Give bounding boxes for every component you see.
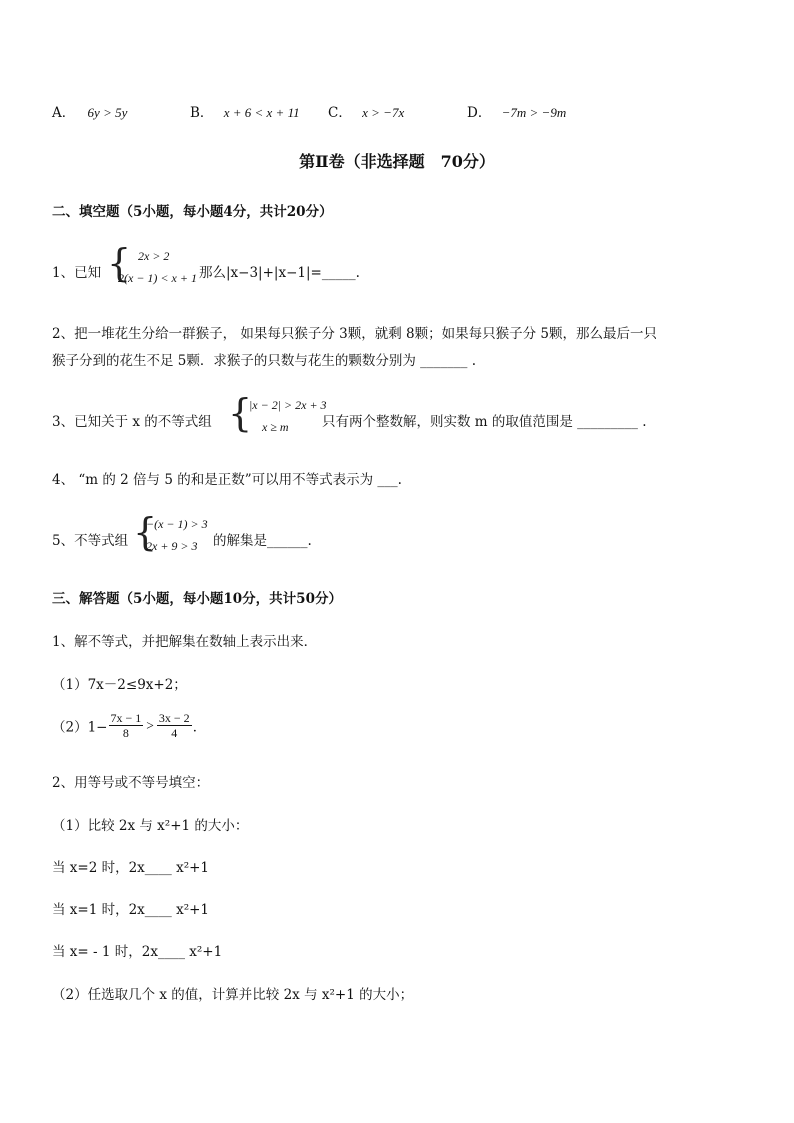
solve-q2-sub2: （2）任选取几个 x 的值，计算并比较 2x 与 x²+1 的大小； [52,987,414,1003]
fraction-two-numerator: 3x − 2 [158,711,190,725]
fill-q5-system-line1: −(x − 1) > 3 [146,517,208,531]
solve-q2-line-a: 当 x=2 时，2x____ x²+1 [52,860,210,876]
option-d-expr: −7m > −9m [501,105,567,120]
fill-q3-system-line1: |x − 2| > 2x + 3 [249,398,327,412]
section-title: 第Ⅱ卷（非选择题 70分） [299,152,495,171]
fraction-one-denominator: 8 [122,726,129,740]
fill-q1-system-line1: 2x > 2 [138,249,170,263]
solve-q1-sub2 [52,711,206,740]
fill-q1-system-line2: 2(x − 1) < x + 1 [118,271,197,285]
fill-q5-brace: { [133,510,158,554]
fill-q3-system-line2: x ≥ m [262,420,289,434]
solve-q2-stem: 2、用等号或不等号填空： [52,775,210,791]
fraction-one [109,711,144,740]
fill-q5-prefix: 5、不等式组 [52,533,129,549]
fraction-two-denominator: 4 [171,726,178,740]
option-b [190,101,300,121]
solve-q1-sub1: （1）7x－2≤9x+2； [52,677,187,693]
solve-q2-line-b: 当 x=1 时，2x____ x²+1 [52,902,210,918]
solve-section-heading: 三、解答题（5小题，每小题10分，共计50分） [52,591,342,607]
fill-q1-brace: { [107,241,132,285]
solve-q1-sub2-prefix: （2）1− [52,719,108,736]
solve-q2-sub1: （1）比较 2x 与 x²+1 的大小： [52,818,249,834]
option-b-label: B． [190,105,214,121]
option-d-label: D． [467,105,492,121]
fill-q4: 4、 “m 的 2 倍与 5 的和是正数”可以用不等式表示为 ___. [52,472,402,488]
fill-q5-system-line2: 2x + 9 > 3 [146,539,198,553]
fill-q2-line1: 2、把一堆花生分给一群猴子， 如果每只猴子分 3颗，就剩 8颗；如果每只猴子分 5颗，那么最后一只 [52,326,658,342]
option-a [52,101,127,121]
option-c-label: C． [328,105,352,121]
fill-q3-suffix: 只有两个整数解，则实数 m 的取值范围是 _________ . [322,414,647,430]
solve-q2-line-c: 当 x= - 1 时，2x____ x²+1 [52,944,223,960]
option-c [328,101,404,121]
fill-q1-prefix: 1、已知 [52,265,102,281]
fill-section-heading: 二、填空题（5小题，每小题4分，共计20分） [52,204,333,220]
option-d [467,101,566,121]
fill-q1-suffix: 那么|x−3|+|x−1|=_____. [199,265,360,281]
fraction-two [157,711,192,740]
fill-q3-prefix: 3、已知关于 x 的不等式组 [52,414,212,430]
fill-q2-line2: 猴子分到的花生不足 5颗．求猴子的只数与花生的颗数分别为 _______ . [52,353,477,369]
option-b-expr: x + 6 < x + 11 [223,105,300,120]
fill-q3-brace: { [228,391,253,435]
option-a-label: A． [52,105,76,121]
fill-q5-suffix: 的解集是______. [213,533,312,549]
option-c-expr: x > −7x [362,105,405,120]
greater-than-sign: > [146,717,154,733]
solve-q1-sub2-suffix: ． [192,719,207,736]
fraction-one-numerator: 7x − 1 [110,711,142,725]
solve-q1-stem: 1、解不等式，并把解集在数轴上表示出来． [52,634,318,650]
option-a-expr: 6y > 5y [87,105,128,120]
